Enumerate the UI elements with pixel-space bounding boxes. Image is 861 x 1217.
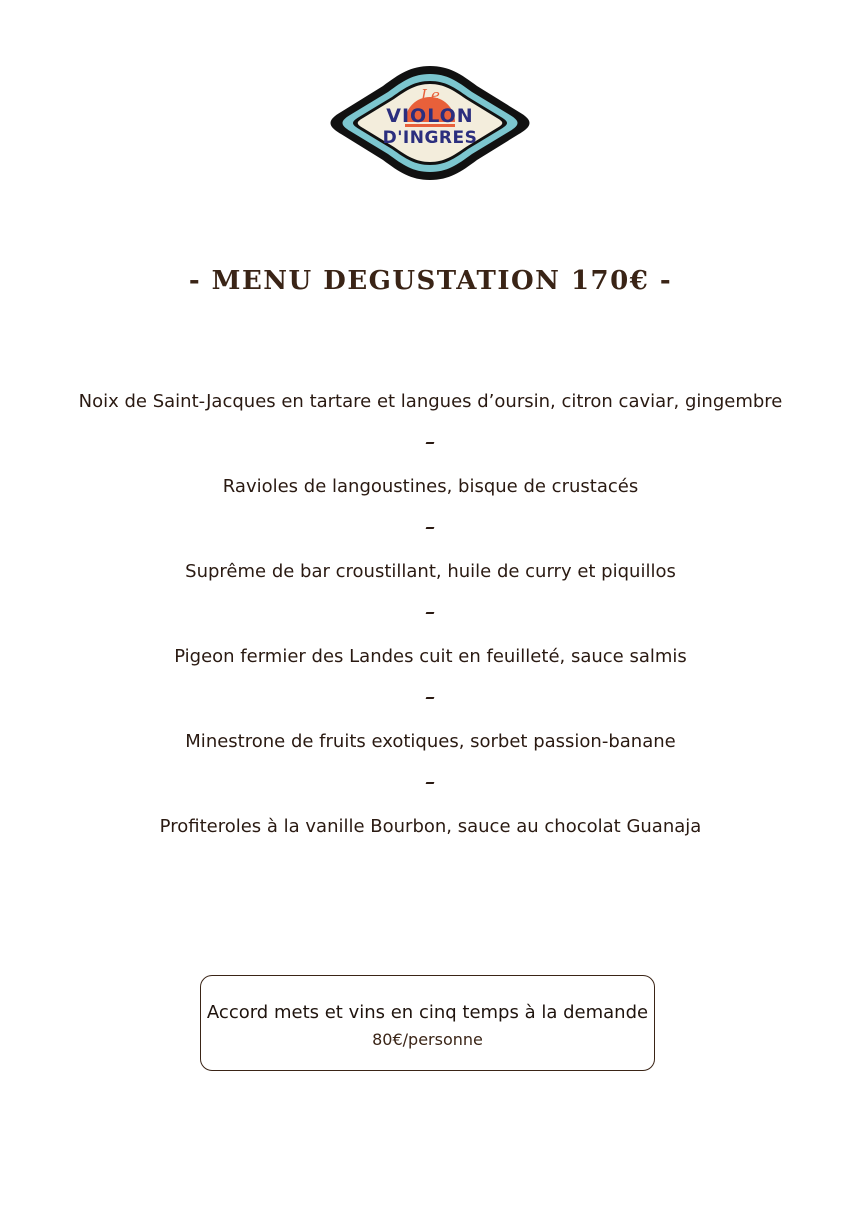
dish-name: Minestrone de fruits exotiques, sorbet passion-banane bbox=[185, 731, 676, 752]
logo-title-text: VIOLON bbox=[386, 105, 474, 127]
dish-separator bbox=[426, 612, 435, 614]
dish-list bbox=[0, 388, 861, 898]
wine-pairing-title: Accord mets et vins en cinq temps à la demande bbox=[206, 1002, 649, 1023]
dish-name: Pigeon fermier des Landes cuit en feuilleté, sauce salmis bbox=[174, 646, 687, 667]
dish-separator bbox=[426, 697, 435, 699]
dish-name: Ravioles de langoustines, bisque de crustacés bbox=[222, 476, 639, 497]
dish-item bbox=[0, 473, 861, 558]
dish-item bbox=[0, 813, 861, 898]
dish-item bbox=[0, 388, 861, 473]
dish-name: Suprême de bar croustillant, huile de curry et piquillos bbox=[185, 561, 676, 582]
logo-script-text: Le bbox=[421, 86, 440, 104]
dish-item bbox=[0, 643, 861, 728]
dish-separator bbox=[426, 782, 435, 784]
dish-item bbox=[0, 558, 861, 643]
dish-name: Profiteroles à la vanille Bourbon, sauce au chocolat Guanaja bbox=[159, 816, 702, 837]
dish-separator bbox=[426, 442, 435, 444]
dish-name: Noix de Saint-Jacques en tartare et langues d’oursin, citron caviar, gingembre bbox=[78, 391, 783, 412]
dish-item bbox=[0, 728, 861, 813]
dish-separator bbox=[426, 527, 435, 529]
menu-title: - MENU DEGUSTATION 170€ - bbox=[188, 266, 673, 296]
wine-pairing-box bbox=[200, 975, 655, 1071]
wine-pairing-price: 80€/personne bbox=[372, 1030, 483, 1049]
logo-subtitle-text: D'INGRES bbox=[382, 128, 478, 148]
restaurant-logo bbox=[329, 64, 531, 182]
